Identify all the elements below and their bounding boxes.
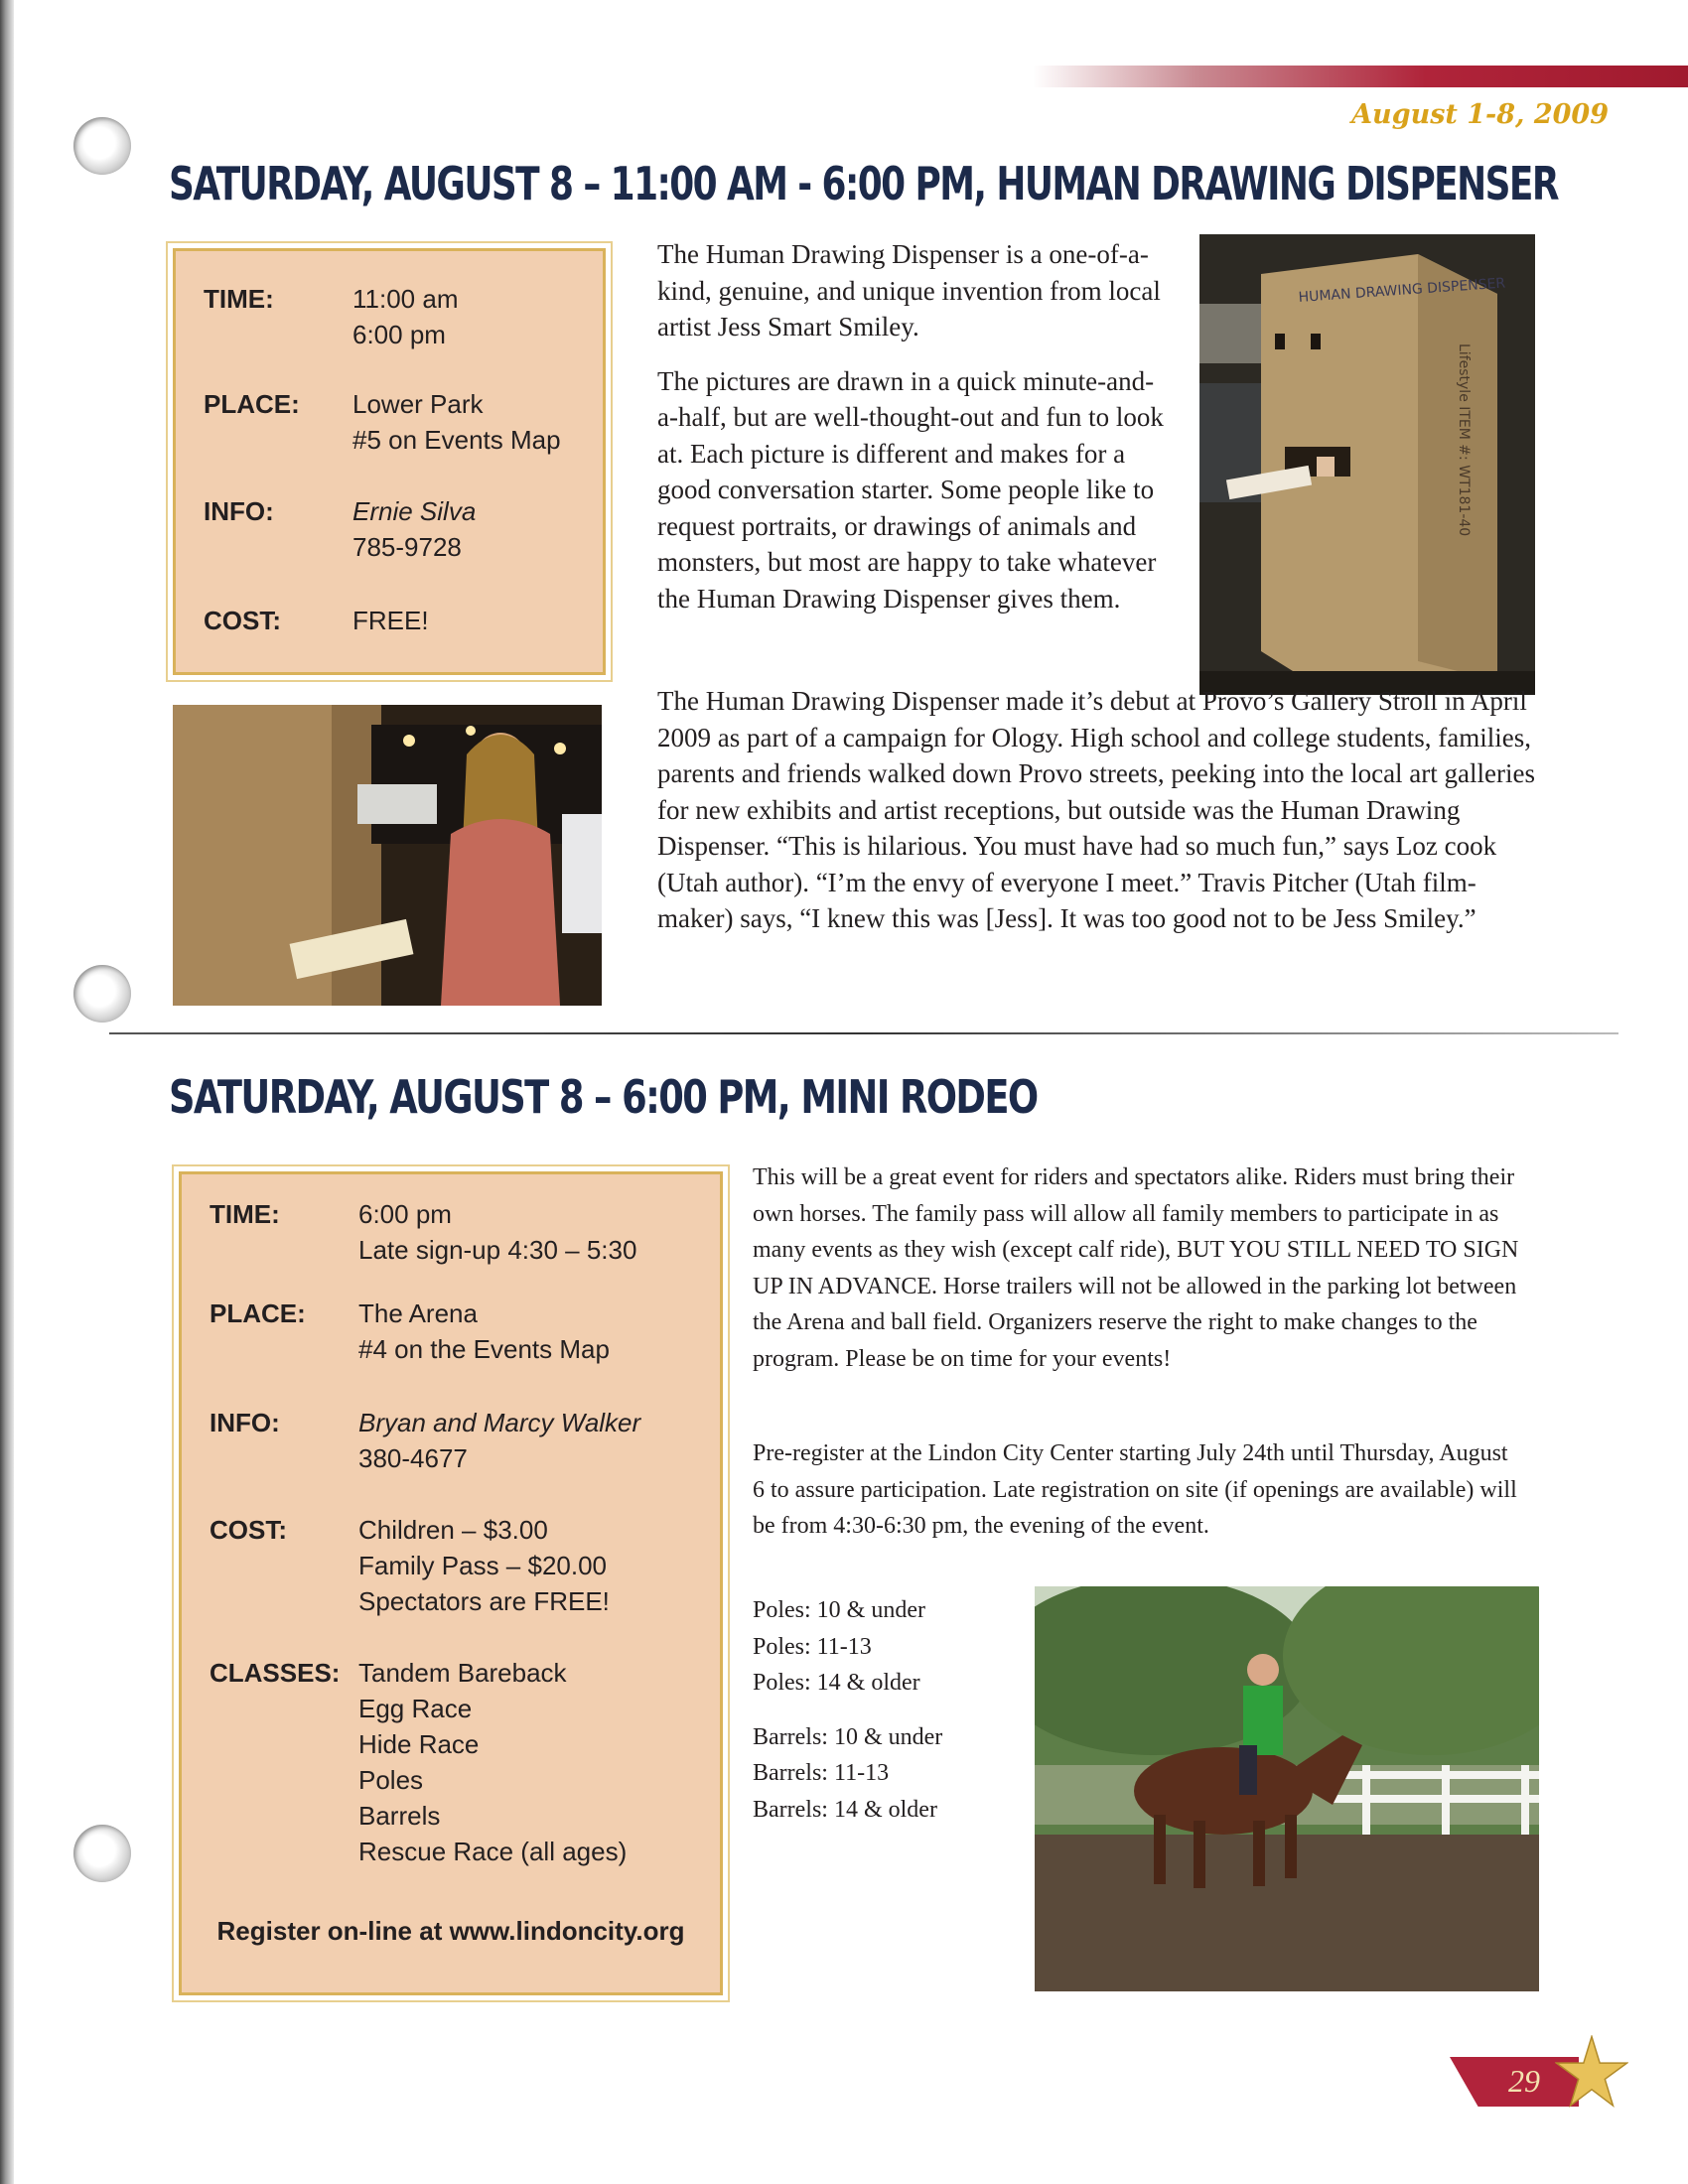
event1-intro-text [657, 236, 1174, 616]
place-value: The Arena [358, 1298, 478, 1328]
event1-paragraph: The Human Drawing Dispenser made it’s debut at Provo’s Gallery Stroll in April 2009 as part of a campaign for Ology. High school and college students, families, parents and friends walked down Provo streets, peeking into the local art galleries for new exhibits and artist receptions, but outside was the Human Drawing Dispenser. “This is hilarious. You must have had so much fun,” says Loz cook (Utah author). “I’m the envy of everyone I meet.” Travis Pitcher (Utah film-maker) says, “I knew this was [Jess]. It was too good not to be Jess Smiley.” [657, 686, 1535, 933]
division-item: Poles: 14 & older [753, 1670, 920, 1696]
event1-info-box [173, 248, 606, 675]
event2-heading: SATURDAY, AUGUST 8 – 6:00 PM, MINI RODEO [169, 1070, 1038, 1124]
class-item: Egg Race [358, 1694, 473, 1723]
place-label: PLACE: [204, 389, 300, 419]
time-value: 11:00 am [352, 284, 459, 314]
contact-name: Bryan and Marcy Walker [358, 1408, 641, 1437]
classes-label: CLASSES: [210, 1658, 341, 1688]
division-item: Poles: 11-13 [753, 1633, 872, 1660]
class-item: Barrels [358, 1801, 441, 1831]
time-label: TIME: [210, 1199, 280, 1229]
drawing-dispenser-photo [1199, 234, 1535, 695]
class-item: Rescue Race (all ages) [358, 1837, 628, 1866]
cost-label: COST: [210, 1515, 287, 1545]
event1-heading: SATURDAY, AUGUST 8 – 11:00 AM - 6:00 PM, HUMAN DRAWING DISPENSER [169, 157, 1558, 210]
page-number: 29 [1508, 2063, 1540, 2099]
star-icon [1555, 2035, 1628, 2109]
age-divisions-list [753, 1592, 1011, 1828]
event2-paragraph: This will be a great event for riders and spectators alike. Riders must bring their own horses. The family pass will allow all family members to participate in as many events as they wish (except calf ride), BUT YOU STILL NEED TO SIGN UP IN ADVANCE. Horse trailers will not be allowed in the parking lot between the Arena and ball field. Organizers reserve the right to make changes to the program. Please be on time for your events! [753, 1164, 1519, 1372]
division-item: Poles: 10 & under [753, 1597, 925, 1623]
register-online-text: Register on-line at www.lindoncity.org [216, 1916, 685, 1946]
binder-hole-middle [73, 965, 131, 1023]
issue-date: August 1-8, 2009 [1351, 99, 1609, 130]
info-label: INFO: [210, 1408, 280, 1437]
contact-name: Ernie Silva [352, 496, 477, 526]
cost-value: FREE! [352, 606, 429, 635]
event2-paragraph: Pre-register at the Lindon City Center starting July 24th until Thursday, August 6 to assure participation. Late registration on site (if openings are available) will be from 4:30-6:30 pm, the evening of the event. [753, 1440, 1517, 1539]
contact-phone: 785-9728 [352, 532, 462, 562]
class-item: Hide Race [358, 1729, 480, 1759]
rodeo-rider-photo [1035, 1586, 1539, 1991]
binding-edge [0, 0, 14, 2184]
division-item: Barrels: 14 & older [753, 1796, 937, 1823]
info-label: INFO: [204, 496, 274, 526]
place-value: #4 on the Events Map [358, 1334, 610, 1364]
class-item: Poles [358, 1765, 424, 1795]
section-divider [109, 1032, 1618, 1034]
place-label: PLACE: [210, 1298, 306, 1328]
event2-info-box [179, 1171, 723, 1995]
cost-label: COST: [204, 606, 281, 635]
time-value: 6:00 pm [352, 320, 446, 349]
class-item: Tandem Bareback [358, 1658, 567, 1688]
cost-value: Family Pass – $20.00 [358, 1551, 608, 1580]
division-item: Barrels: 10 & under [753, 1723, 943, 1750]
event1-paragraph: The pictures are drawn in a quick minute-and-a-half, but are well-thought-out and fun to look at. Each picture is different and makes for a good conversation starter. Some people like to request portraits, or drawings of animals and monsters, but most are happy to take whatever the Human Drawing Dispenser gives them. [657, 365, 1164, 614]
place-value: Lower Park [352, 389, 484, 419]
dispenser-box-side-lettering: Lifestyle ITEM #: WT181-40 [1456, 343, 1472, 537]
cost-value: Spectators are FREE! [358, 1586, 610, 1616]
dispenser-visitor-photo [173, 705, 602, 1006]
time-value: 6:00 pm [358, 1199, 452, 1229]
time-value: Late sign-up 4:30 – 5:30 [358, 1235, 637, 1265]
event1-paragraph: The Human Drawing Dispenser is a one-of-a-kind, genuine, and unique invention from local artist Jess Smart Smiley. [657, 239, 1161, 341]
time-label: TIME: [204, 284, 274, 314]
division-item: Barrels: 11-13 [753, 1760, 890, 1786]
place-value: #5 on Events Map [352, 425, 561, 455]
contact-phone: 380-4677 [358, 1443, 468, 1473]
binder-hole-top [73, 117, 131, 175]
binder-hole-bottom [73, 1825, 131, 1882]
dispenser-box-lettering: HUMAN DRAWING DISPENSER [1298, 275, 1506, 306]
cost-value: Children – $3.00 [358, 1515, 548, 1545]
header-accent-bar [1033, 66, 1688, 87]
